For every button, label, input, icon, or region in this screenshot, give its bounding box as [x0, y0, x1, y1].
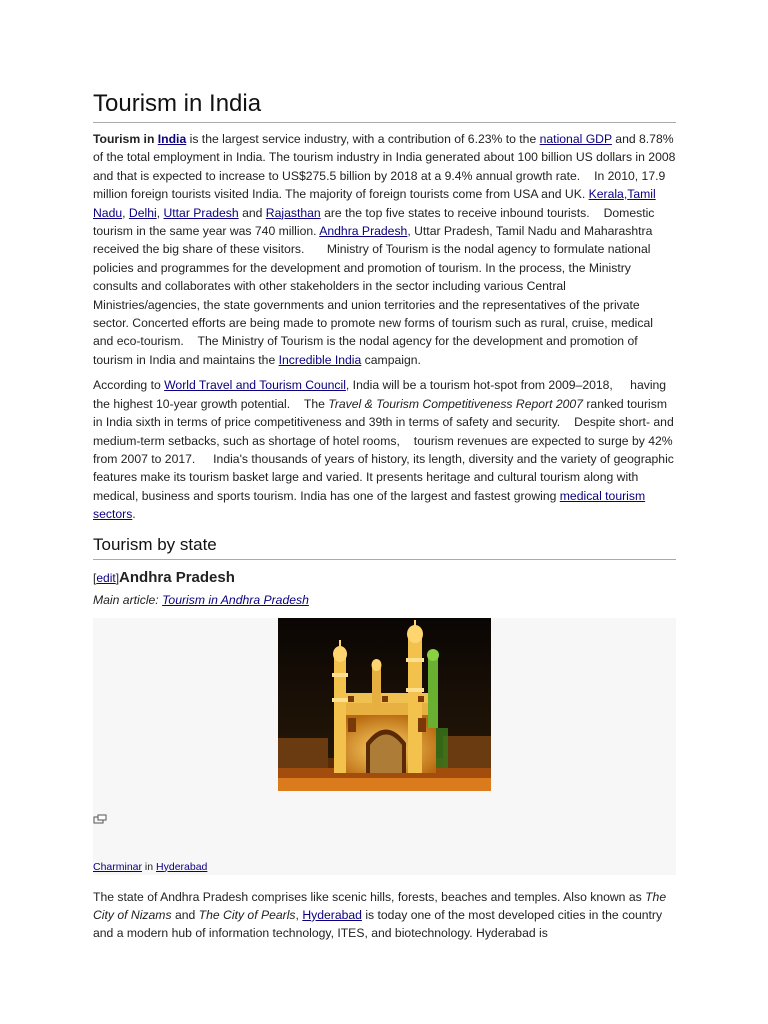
link-tamil-nadu[interactable]: Tamil Nadu — [93, 187, 656, 220]
text: In 2010, 17.9 million foreign tourists visited India. The majority of foreign tourists come from USA and UK. — [93, 168, 666, 202]
link-tourism-andhra[interactable]: Tourism in Andhra Pradesh — [162, 592, 309, 607]
text: . — [132, 507, 136, 522]
text: , Uttar Pradesh, Tamil Nadu and Maharashtra received the big share of these visitors. — [93, 224, 653, 257]
ref-5[interactable]: [5] — [184, 335, 194, 343]
text: India's thousands of years of history, its length, diversity and the variety of geographic features make its tourism basket large and varied. It presents heritage and cultural tourism along with medical, business and sports tourism. India has one of the largest and fastest growing — [93, 451, 674, 503]
text: campaign. — [361, 352, 421, 367]
text: The City of Nizams — [93, 889, 667, 922]
link-national-gdp[interactable]: national GDP — [539, 132, 612, 146]
ref-8[interactable]: [8] — [561, 416, 570, 424]
text: and 8.78% of the total employment in India. The tourism industry in India generated about 100 billion US dollars in 2008 and that is expected to increase to US$275.5 billion by 2018 at a 9.4% annual growth rate. — [93, 132, 676, 183]
report-title: Travel & Tourism Competitiveness Report 2007 — [328, 396, 583, 411]
ref-3-4[interactable]: [3][4] — [305, 243, 323, 251]
text: Main article: — [93, 592, 163, 607]
text: , — [122, 205, 129, 220]
link-andhra-pradesh[interactable]: Andhra Pradesh — [319, 224, 408, 239]
link-rajasthan[interactable]: Rajasthan — [265, 205, 321, 220]
text: tourism revenues are expected to surge by 42% from 2007 to 2017. — [93, 433, 673, 466]
subsection-title: Andhra Pradesh — [119, 568, 235, 586]
subsection-heading — [93, 567, 676, 589]
magnify-icon[interactable] — [93, 814, 107, 827]
link-delhi[interactable]: Delhi — [128, 205, 157, 220]
text: are the top five states to receive inbound tourists. — [320, 205, 590, 220]
ref-9[interactable]: [9] — [400, 434, 410, 442]
text: having the highest 10-year growth potential. — [93, 378, 667, 411]
link-incredible-india[interactable]: Incredible India — [278, 352, 362, 367]
text: Despite short- and medium-term setbacks, such as shortage of hotel rooms, — [93, 415, 674, 448]
text: ranked tourism in India sixth in terms of price competitiveness and 39th in terms of safety and security. — [93, 396, 667, 430]
text: Domestic tourism in the same year was 740 million. — [93, 205, 655, 239]
andhra-paragraph — [93, 888, 676, 943]
text: in — [142, 860, 157, 873]
text: The state of Andhra Pradesh comprises like scenic hills, forests, beaches and temples. Also known as — [93, 889, 646, 904]
article-content — [93, 88, 676, 943]
text: The City of Pearls — [198, 907, 296, 922]
ref-2[interactable]: [2] — [590, 206, 600, 214]
intro-paragraph — [93, 130, 676, 369]
link-kerala[interactable]: Kerala — [588, 187, 624, 202]
link-charminar[interactable]: Charminar — [93, 860, 143, 873]
main-article-note — [93, 591, 676, 609]
link-medical-tourism[interactable]: medical tourism sectors — [93, 488, 646, 522]
text: Ministry of Tourism is the nodal agency to formulate national policies and programmes for the development and promotion of tourism. In the process, the Ministry consults and collaborates with other stakeholders in the sector including various Central Ministries/agencies, the state governments and union territories and the representatives of the private sector. Concerted efforts are being made to promote new forms of tourism such as rural, cruise, medical and eco-tourism. — [93, 242, 653, 349]
ref-6[interactable]: [6] — [617, 379, 626, 387]
text: and — [171, 907, 199, 922]
charminar-image[interactable] — [278, 618, 491, 791]
section-heading: Tourism by state — [93, 533, 676, 560]
text: The Ministry of Tourism is the nodal agency for the development and promotion of tourism in India and maintains the — [93, 334, 638, 367]
text: , — [295, 907, 303, 922]
text: is the largest service industry, with a contribution of 6.23% to the — [186, 132, 540, 146]
link-india[interactable]: India — [157, 132, 187, 146]
ref-7[interactable]: [7] — [291, 397, 300, 405]
edit-bracket: [edit] — [93, 570, 120, 585]
edit-link[interactable]: edit — [96, 570, 116, 585]
page-title: Tourism in India — [93, 88, 676, 123]
link-wttc[interactable]: World Travel and Tourism Council — [164, 378, 346, 393]
image-caption — [93, 861, 207, 873]
link-hyderabad-text[interactable]: Hyderabad — [302, 907, 362, 922]
text: The — [300, 396, 329, 411]
text: , India will be a tourism hot-spot from 2009–2018, — [345, 378, 617, 393]
link-hyderabad[interactable]: Hyderabad — [156, 860, 208, 873]
text: , — [623, 187, 628, 202]
ref-1[interactable]: [1] — [581, 169, 590, 177]
bold-lead: Tourism in — [93, 132, 158, 146]
wttc-paragraph — [93, 376, 676, 523]
text: According to — [93, 378, 165, 393]
text: , — [156, 205, 164, 220]
image-thumbnail — [93, 618, 676, 875]
text: is today one of the most developed cities in the country and a modern hub of information technology, ITES, and biotechnology. Hyderabad is — [93, 907, 663, 941]
ref-10[interactable]: [10] — [196, 452, 209, 460]
link-uttar-pradesh[interactable]: Uttar Pradesh — [163, 205, 239, 220]
text: and — [238, 205, 266, 220]
